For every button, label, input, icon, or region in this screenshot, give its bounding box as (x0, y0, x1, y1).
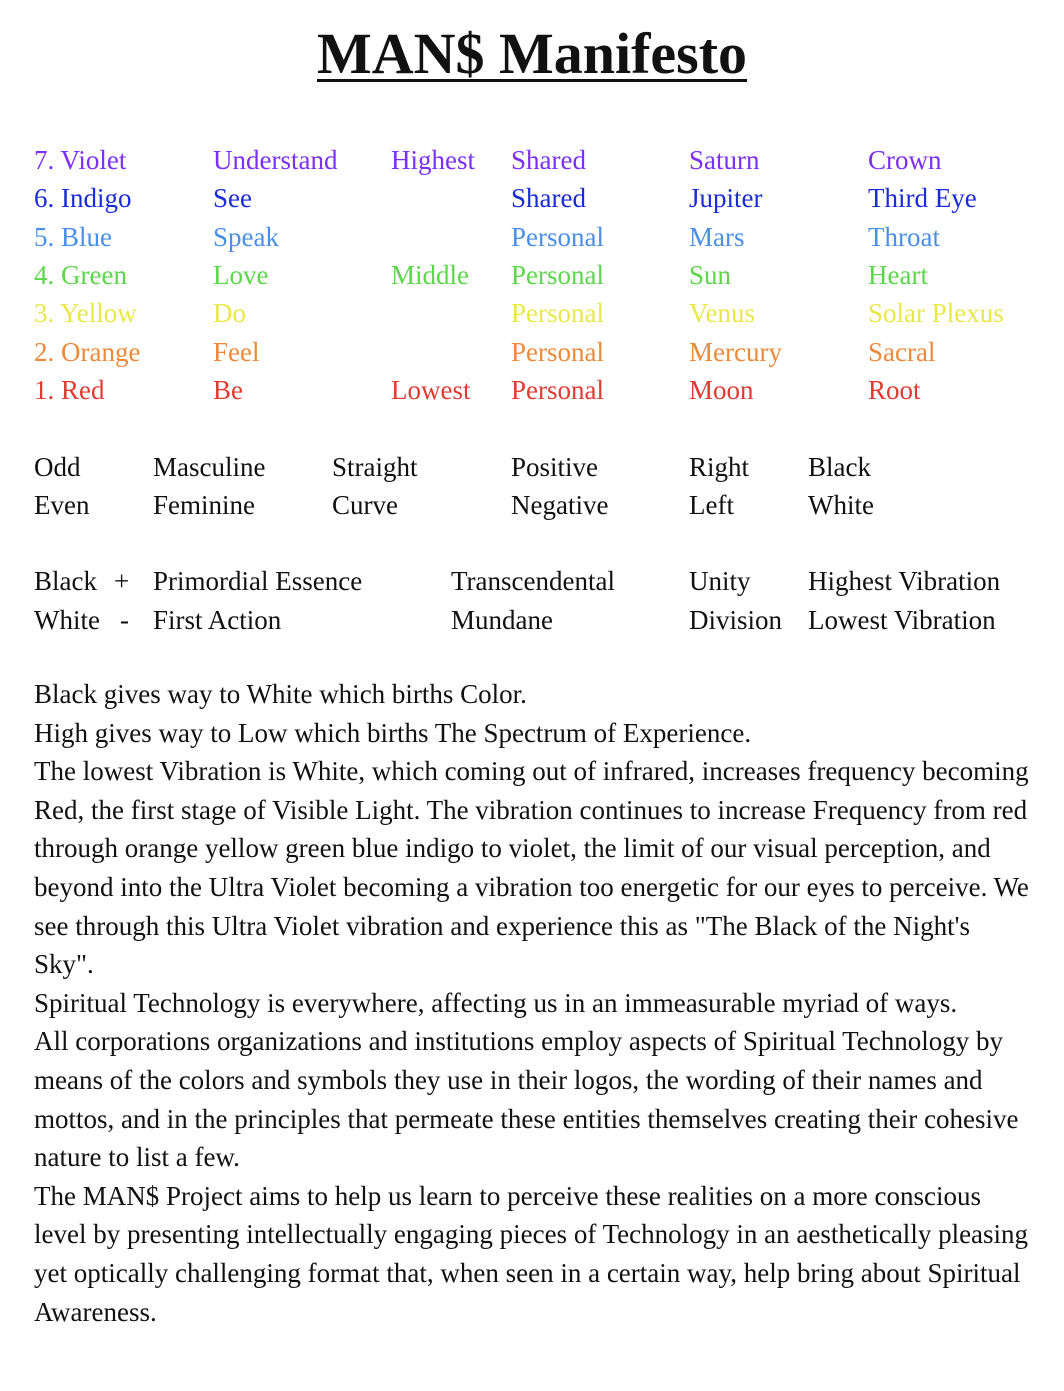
gender: Masculine (153, 452, 266, 482)
color-mode: Shared (511, 145, 586, 175)
color-number: 6. Indigo (34, 183, 132, 213)
paragraph: The lowest Vibration is White, which coming out of infrared, increases frequency becoming Red, the first stage of Visible Light. The vibration continues to increase Frequency from red through orange yellow green blue indigo to violet, the limit of our visual perception, and beyond into the Ultra Violet becoming a vibration too energetic for our eyes to perceive. We see through this Ultra Violet vibration and experience this as "The Black of the Night's Sky". (34, 756, 1029, 980)
page-title: MAN$ Manifesto (316, 21, 748, 86)
color-verb: Love (213, 260, 269, 290)
essence-realm: Transcendental (451, 566, 615, 596)
color-verb: Do (213, 298, 246, 328)
color-level: Highest (391, 145, 475, 175)
charge: Negative (511, 490, 609, 520)
color-chakra: Crown (868, 145, 942, 175)
essence-name: Black (34, 566, 97, 596)
side: Right (689, 452, 750, 482)
color-number: 7. Violet (34, 145, 127, 175)
color-planet: Mars (689, 222, 745, 252)
essence-sign: + (114, 566, 130, 596)
color-number: 5. Blue (34, 222, 112, 252)
color-verb: Speak (213, 222, 279, 252)
form: Straight (332, 452, 418, 482)
color-planet: Moon (689, 375, 754, 405)
color-chakra: Heart (868, 260, 928, 290)
essence-realm: Mundane (451, 605, 553, 635)
color-chakra: Solar Plexus (868, 298, 1004, 328)
color-mode: Personal (511, 337, 604, 367)
color-chakra: Throat (868, 222, 940, 252)
color-chakra: Third Eye (868, 183, 977, 213)
paragraph: All corporations organizations and institutions employ aspects of Spiritual Technology by means of the colors and symbols they use in their logos, the wording of their names and mottos, and in the principles that permeate these entities themselves creating their cohesive nature to list a few. (34, 1026, 1019, 1173)
color-verb: Be (213, 375, 243, 405)
essence-origin: First Action (153, 605, 282, 635)
color-number: 2. Orange (34, 337, 141, 367)
parity: Odd (34, 452, 81, 482)
color-planet: Saturn (689, 145, 760, 175)
essence-state: Unity (689, 566, 751, 596)
essence-state: Division (689, 605, 783, 635)
manifesto-body (34, 675, 1034, 1331)
color-chakra: Root (868, 375, 921, 405)
color-verb: Understand (213, 145, 338, 175)
form: Curve (332, 490, 398, 520)
color-chakra: Sacral (868, 337, 936, 367)
essence-name: White (34, 605, 100, 635)
tone: White (808, 490, 874, 520)
color-level: Middle (391, 260, 469, 290)
color-level: Lowest (391, 375, 471, 405)
color-mode: Personal (511, 222, 604, 252)
side: Left (689, 490, 734, 520)
color-mode: Personal (511, 298, 604, 328)
color-verb: See (213, 183, 252, 213)
color-mode: Personal (511, 260, 604, 290)
charge: Positive (511, 452, 599, 482)
color-planet: Venus (689, 298, 755, 328)
essence-sign: - (120, 605, 129, 635)
essence-vibration: Lowest Vibration (808, 605, 996, 635)
color-verb: Feel (213, 337, 260, 367)
tone: Black (808, 452, 871, 482)
color-planet: Mercury (689, 337, 782, 367)
gender: Feminine (153, 490, 255, 520)
color-mode: Personal (511, 375, 604, 405)
parity: Even (34, 490, 90, 520)
paragraph: High gives way to Low which births The Spectrum of Experience. (34, 717, 752, 748)
paragraph: The MAN$ Project aims to help us learn to perceive these realities on a more conscious level by presenting intellectually engaging pieces of Technology in an aesthetically pleasing yet optically challenging format that, when seen in a certain way, help bring about Spiritual Awareness. (34, 1180, 1029, 1327)
color-planet: Jupiter (689, 183, 763, 213)
paragraph: Black gives way to White which births Color. (34, 679, 527, 709)
color-mode: Shared (511, 183, 586, 213)
color-number: 3. Yellow (34, 298, 137, 328)
essence-origin: Primordial Essence (153, 566, 363, 596)
paragraph: Spiritual Technology is everywhere, affecting us in an immeasurable myriad of ways. (34, 987, 958, 1018)
essence-vibration: Highest Vibration (808, 566, 1001, 596)
color-planet: Sun (689, 260, 732, 290)
color-number: 4. Green (34, 260, 127, 290)
color-number: 1. Red (34, 375, 105, 405)
